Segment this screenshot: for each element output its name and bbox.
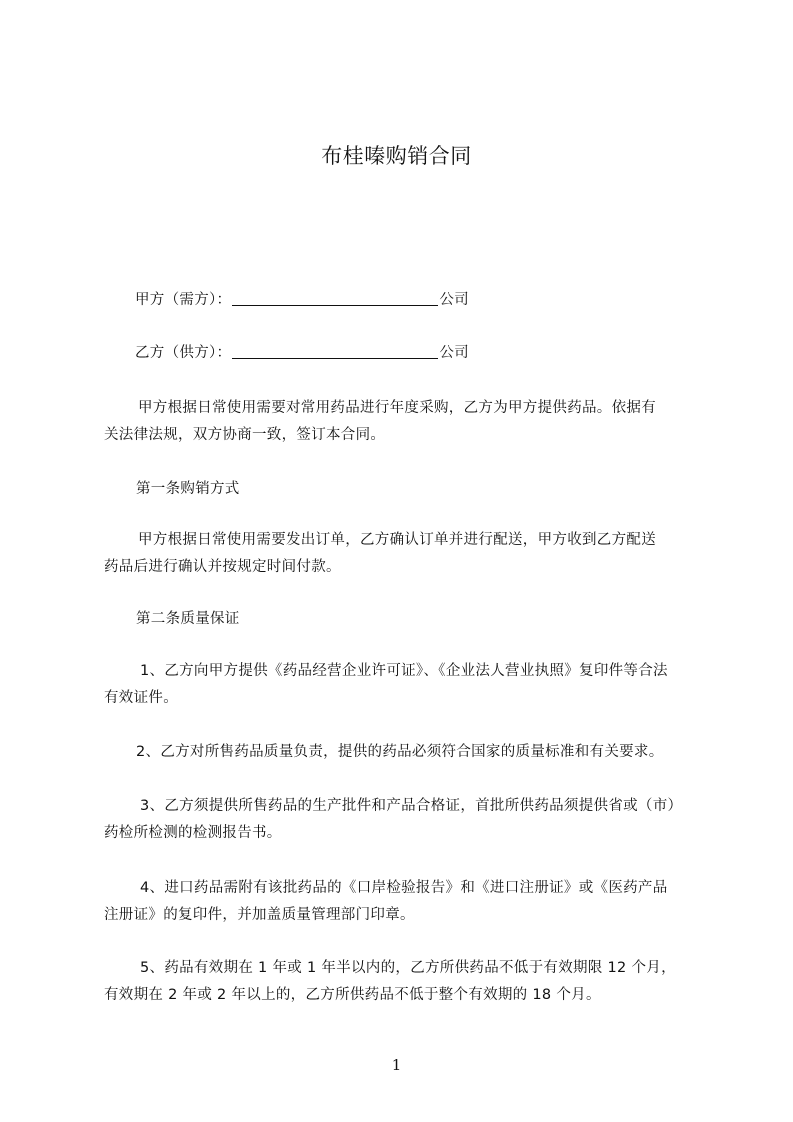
page-number: 1	[391, 1056, 402, 1074]
article-2-heading	[104, 606, 704, 633]
intro-line-1: 甲方根据日常使用需要对常用药品进行年度采购，乙方为甲方提供药品。依据有	[138, 400, 656, 416]
article-2-item-4-line-2: 注册证》的复印件，并加盖质量管理部门印章。	[104, 907, 415, 923]
article-2-item-5-line-2: 有效期在 2 年或 2 年以上的，乙方所供药品不低于整个有效期的 18 个月。	[104, 987, 601, 1003]
article-2-item-2	[104, 739, 704, 766]
article-2-item-4-line-1: 4、进口药品需附有该批药品的《口岸检验报告》和《进口注册证》或《医药产品	[140, 880, 668, 896]
article-2-item-1-line-2: 有效证件。	[104, 690, 178, 706]
article-2-item-2-line-1: 2、乙方对所售药品质量负责，提供的药品必须符合国家的质量标准和有关要求。	[136, 744, 664, 760]
intro-paragraph	[104, 395, 704, 449]
article-1-paragraph	[104, 527, 704, 581]
article-2-item-3	[104, 793, 704, 847]
article-2-heading-text: 第二条质量保证	[136, 611, 240, 627]
article-2-item-1-line-1: 1、乙方向甲方提供《药品经营企业许可证》、《企业法人营业执照》复印件等合法	[140, 663, 668, 679]
party-b-suffix: 公司	[439, 345, 469, 361]
article-1-line-1: 甲方根据日常使用需要发出订单，乙方确认订单并进行配送，甲方收到乙方配送	[138, 532, 656, 548]
article-1-heading-text: 第一条购销方式	[136, 481, 240, 497]
party-a-label: 甲方（需方）：	[135, 292, 232, 308]
party-a-blank	[232, 290, 438, 306]
party-a-suffix: 公司	[439, 292, 469, 308]
article-2-item-5	[104, 955, 704, 1009]
document-title: 布桂嗪购销合同	[321, 144, 472, 168]
party-b-label: 乙方（供方）：	[135, 345, 232, 361]
article-1-heading	[104, 476, 704, 503]
intro-line-2: 关法律法规，双方协商一致，签订本合同。	[104, 427, 386, 443]
party-b-line	[104, 340, 704, 367]
article-2-item-3-line-2: 药检所检测的检测报告书。	[104, 825, 282, 841]
party-a-line	[104, 287, 704, 314]
article-1-line-2: 药品后进行确认并按规定时间付款。	[104, 559, 341, 575]
article-2-item-4	[104, 875, 704, 929]
article-2-item-3-line-1: 3、乙方须提供所售药品的生产批件和产品合格证，首批所供药品须提供省或（市）	[140, 798, 683, 814]
article-2-item-1	[104, 658, 704, 712]
party-b-blank	[232, 343, 438, 359]
article-2-item-5-line-1: 5、药品有效期在 1 年或 1 年半以内的，乙方所供药品不低于有效期限 12 个月，	[140, 960, 676, 976]
